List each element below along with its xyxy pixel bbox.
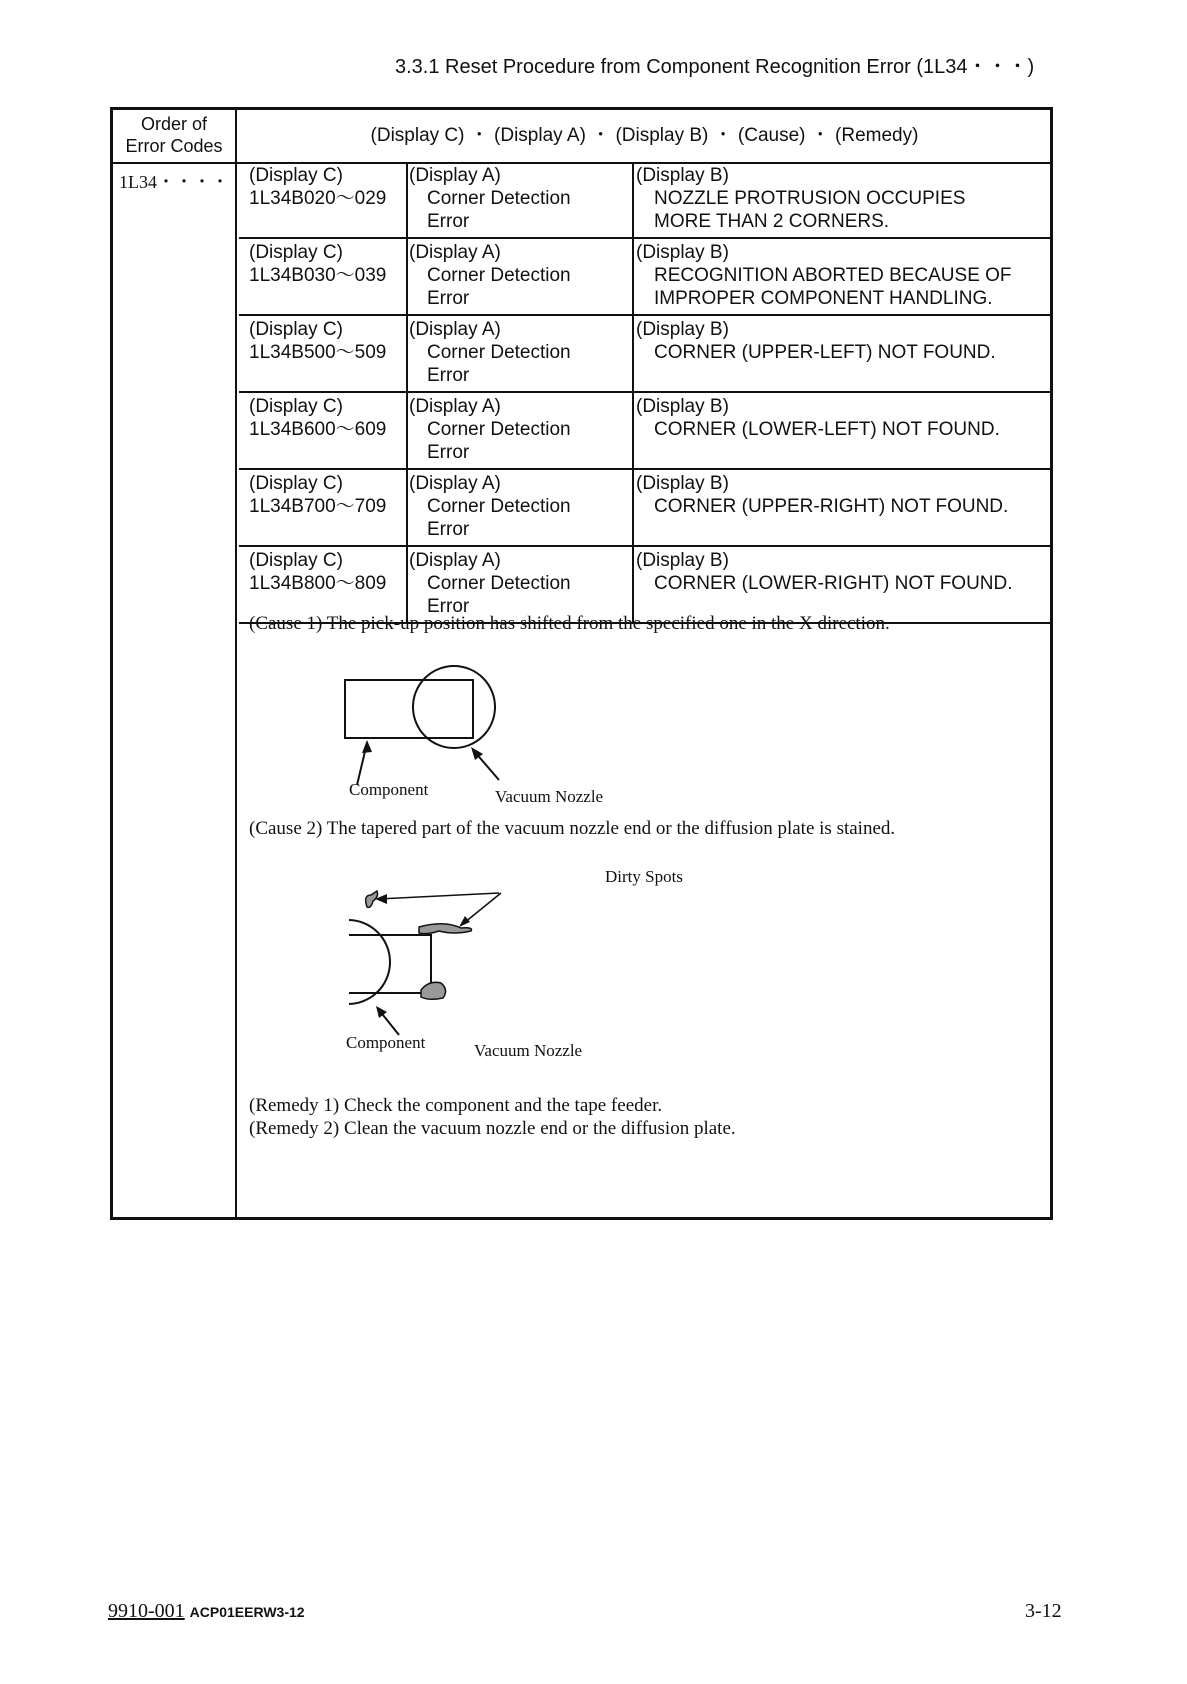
table-row <box>239 239 1050 316</box>
header-left-line2: Error Codes <box>125 136 223 156</box>
cause-1-text: (Cause 1) The pick-up position has shifted from the specified one in the X direction. <box>249 613 890 634</box>
order-code: 1L34・・・・ <box>119 172 229 192</box>
display-b-text: IMPROPER COMPONENT HANDLING. <box>654 288 993 309</box>
display-b-text: CORNER (LOWER-RIGHT) NOT FOUND. <box>654 573 1013 594</box>
display-b-label: (Display B) <box>636 396 729 417</box>
display-c-label: (Display C) <box>249 550 343 571</box>
table-row <box>239 393 1050 470</box>
header-order-of-error-codes <box>113 110 237 162</box>
table-row <box>239 162 1050 239</box>
display-b-text: CORNER (UPPER-LEFT) NOT FOUND. <box>654 342 996 363</box>
display-a-text: Corner Detection <box>427 419 571 440</box>
display-a-text: Error <box>427 442 470 463</box>
display-c-label: (Display C) <box>249 319 343 340</box>
table-row <box>239 470 1050 547</box>
cause-1-diagram <box>329 655 629 795</box>
display-a-label: (Display A) <box>409 396 501 417</box>
footer-doc-id <box>108 1600 305 1623</box>
footer-doc-number: 9910-001 <box>108 1600 185 1622</box>
display-b-text: CORNER (LOWER-LEFT) NOT FOUND. <box>654 419 1000 440</box>
cause-2-text: (Cause 2) The tapered part of the vacuum nozzle end or the diffusion plate is stained. <box>249 818 896 839</box>
display-a-text: Error <box>427 288 470 309</box>
display-b-text: NOZZLE PROTRUSION OCCUPIES <box>654 188 966 209</box>
display-c-label: (Display C) <box>249 165 343 186</box>
display-c-code: 1L34B020～029 <box>249 188 387 209</box>
display-a-label: (Display A) <box>409 550 501 571</box>
display-c-code: 1L34B600～609 <box>249 419 387 440</box>
display-rows <box>239 162 1050 624</box>
footer-doc-code: ACP01EERW3-12 <box>189 1604 305 1620</box>
fig1-nozzle-label: Vacuum Nozzle <box>495 787 604 806</box>
fig2-component-label: Component <box>346 1033 426 1052</box>
display-a-text: Error <box>427 365 470 386</box>
display-a-text: Error <box>427 519 470 540</box>
header-display-columns: (Display C) ・ (Display A) ・ (Display B) ・ (Cause) ・ (Remedy) <box>370 125 919 146</box>
display-c-code: 1L34B030～039 <box>249 265 387 286</box>
display-b-text: RECOGNITION ABORTED BECAUSE OF <box>654 265 1012 286</box>
remedy-1-text: (Remedy 1) Check the component and the tape feeder. <box>249 1095 663 1116</box>
display-a-label: (Display A) <box>409 319 501 340</box>
display-a-text: Corner Detection <box>427 265 571 286</box>
display-a-text: Error <box>427 596 470 617</box>
fig1-component-label: Component <box>349 780 429 799</box>
display-b-label: (Display B) <box>636 319 729 340</box>
display-b-label: (Display B) <box>636 473 729 494</box>
cause-2-diagram <box>349 865 709 1045</box>
page-title: 3.3.1 Reset Procedure from Component Recognition Error (1L34・・・) <box>395 56 1035 78</box>
display-a-text: Corner Detection <box>427 188 571 209</box>
display-c-code: 1L34B700～709 <box>249 496 387 517</box>
table-row <box>239 316 1050 393</box>
fig2-dirty-spots-label: Dirty Spots <box>605 867 683 886</box>
display-b-label: (Display B) <box>636 242 729 263</box>
display-a-label: (Display A) <box>409 165 501 186</box>
error-code-table <box>110 107 1053 1220</box>
display-c-label: (Display C) <box>249 242 343 263</box>
table-header <box>113 110 1050 164</box>
display-a-text: Corner Detection <box>427 342 571 363</box>
display-b-text: CORNER (UPPER-RIGHT) NOT FOUND. <box>654 496 1009 517</box>
header-left-line1: Order of <box>140 114 208 134</box>
footer-page-number: 3-12 <box>1025 1600 1062 1622</box>
order-code-cell <box>113 162 237 1217</box>
display-a-label: (Display A) <box>409 242 501 263</box>
display-c-code: 1L34B800～809 <box>249 573 387 594</box>
display-a-text: Error <box>427 211 470 232</box>
display-b-text: MORE THAN 2 CORNERS. <box>654 211 890 232</box>
display-b-label: (Display B) <box>636 165 729 186</box>
display-c-label: (Display C) <box>249 473 343 494</box>
display-a-label: (Display A) <box>409 473 501 494</box>
display-b-label: (Display B) <box>636 550 729 571</box>
display-a-text: Corner Detection <box>427 496 571 517</box>
fig2-nozzle-label: Vacuum Nozzle <box>474 1041 583 1060</box>
remedy-2-text: (Remedy 2) Clean the vacuum nozzle end or the diffusion plate. <box>249 1118 736 1139</box>
display-c-label: (Display C) <box>249 396 343 417</box>
display-c-code: 1L34B500～509 <box>249 342 387 363</box>
display-a-text: Corner Detection <box>427 573 571 594</box>
